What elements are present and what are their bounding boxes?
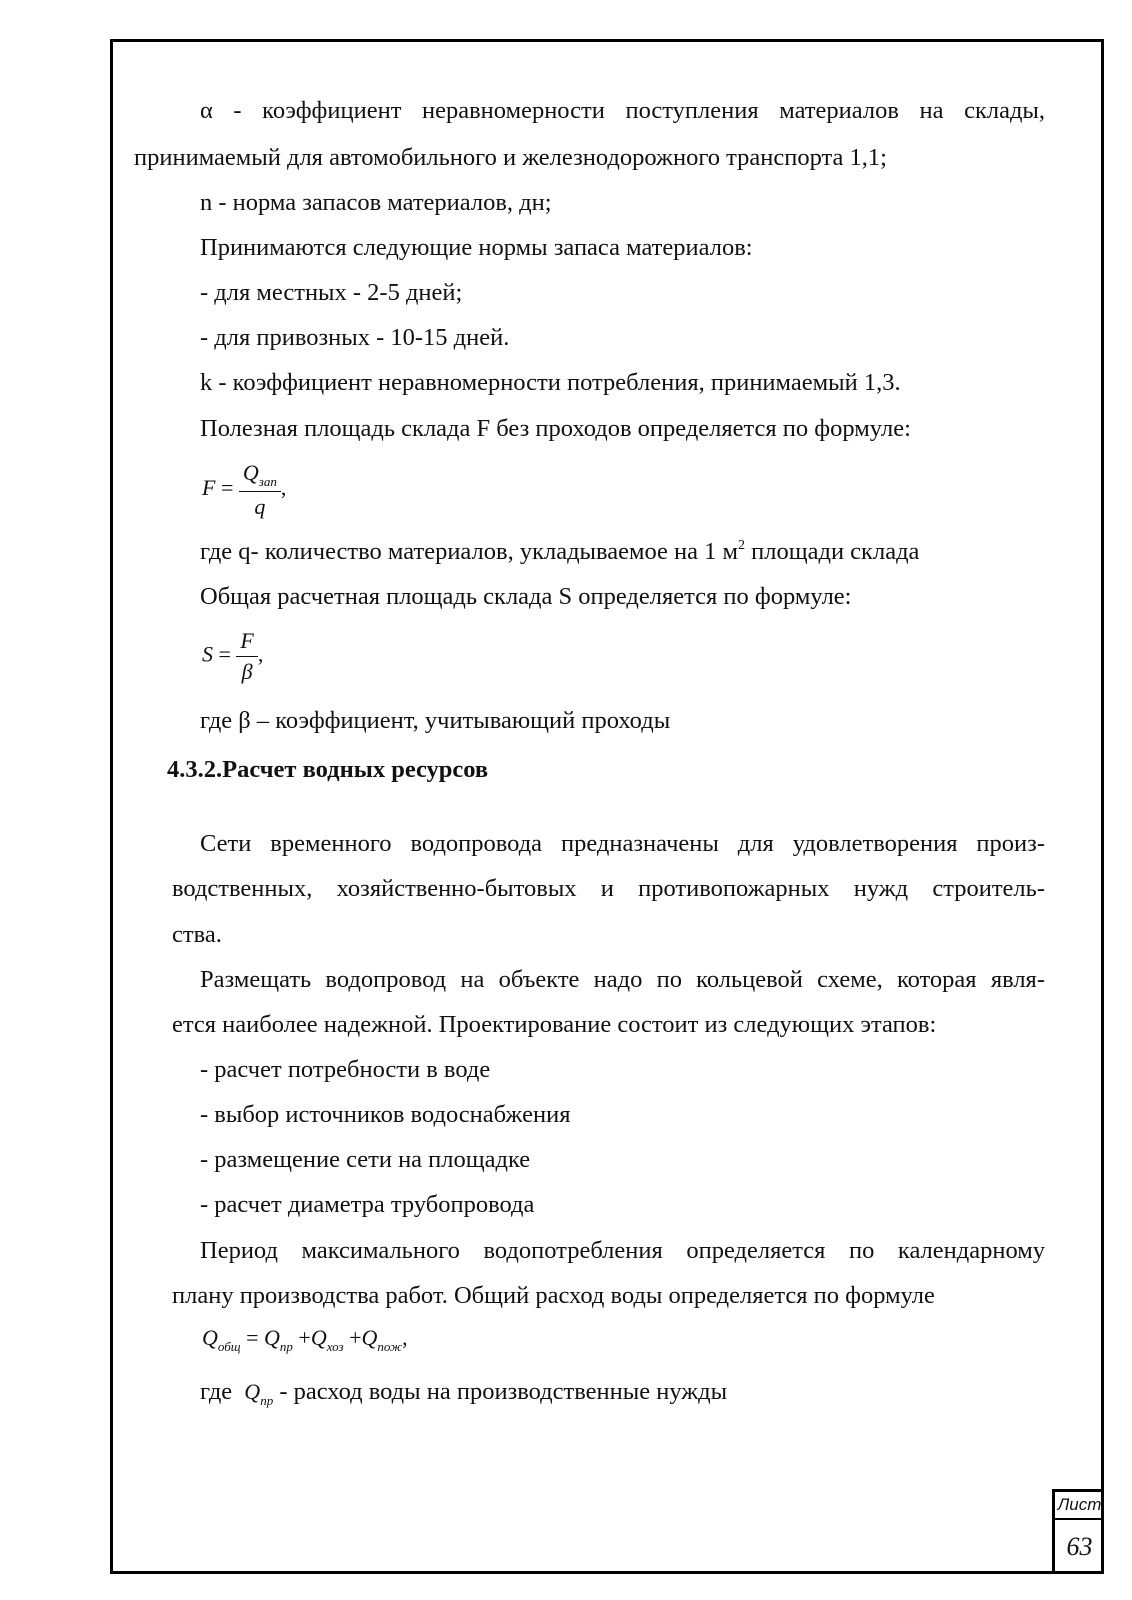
formula-F: F = $\frac{Q_{зап}}{q}$ , [202,458,286,522]
fraction-S: $\frac{F}{\beta}$ [236,626,257,687]
paragraph-k: k - коэффициент неравномерности потребления, принимаемый 1,3. [200,369,901,396]
paragraph-period-line1: Период максимального водопотребления определяется по календарному [200,1237,1045,1264]
list-item-network-placement: - размещение сети на площадке [200,1146,531,1173]
paragraph-period-line2: плану производства работ. Общий расход воды определяется по формуле [172,1282,935,1309]
paragraph-Qpr-definition: где $Q_{пр}$ - расход воды на производственные нужды [200,1378,728,1408]
paragraph-alpha-line2: принимаемый для автомобильного и железнодорожного транспорта 1,1; [134,144,887,171]
fraction-F: $\frac{Q_{зап}}{q}$ [239,458,281,522]
paragraph-placement-line1: Размещать водопровод на объекте надо по кольцевой схеме, которая явля- [200,966,1045,993]
paragraph-n: n - норма запасов материалов, дн; [200,189,552,216]
list-item-local: - для местных - 2-5 дней; [200,279,463,306]
list-item-water-demand: - расчет потребности в воде [200,1056,491,1083]
paragraph-norms-intro: Принимаются следующие нормы запаса материалов: [200,234,753,261]
paragraph-networks-line2: водственных, хозяйственно-бытовых и противопожарных нужд строитель- [172,875,1045,902]
sheet-stamp [1052,1489,1104,1574]
list-item-imported: - для привозных - 10-15 дней. [200,324,510,351]
paragraph-networks-line3: ства. [172,921,222,948]
formula-Q-total: $Q_{общ} = Q_{пр} +Q_{хоз} +Q_{пож}$, [202,1325,408,1354]
paragraph-useful-area: Полезная площадь склада F без проходов определяется по формуле: [200,415,911,442]
paragraph-alpha-line1: α - коэффициент неравномерности поступления материалов на склады, [200,97,1045,124]
paragraph-placement-line2: ется наиболее надежной. Проектирование состоит из следующих этапов: [172,1011,937,1038]
paragraph-q-definition: где q- количество материалов, укладываемое на 1 $м^2$ площади склада [200,538,920,565]
paragraph-beta: где β – коэффициент, учитывающий проходы [200,707,671,734]
section-heading: 4.3.2.Расчет водных ресурсов [167,756,489,783]
paragraph-networks-line1: Сети временного водопровода предназначены для удовлетворения произ- [200,830,1045,857]
list-item-pipe-diameter: - расчет диаметра трубопровода [200,1191,535,1218]
paragraph-total-area: Общая расчетная площадь склада S определяется по формуле: [200,583,852,610]
sheet-label: Лист [1055,1492,1104,1520]
sheet-number: 63 [1066,1532,1093,1561]
formula-S: S = $\frac{F}{\beta}$ , [202,626,263,687]
list-item-water-sources: - выбор источников водоснабжения [200,1101,571,1128]
